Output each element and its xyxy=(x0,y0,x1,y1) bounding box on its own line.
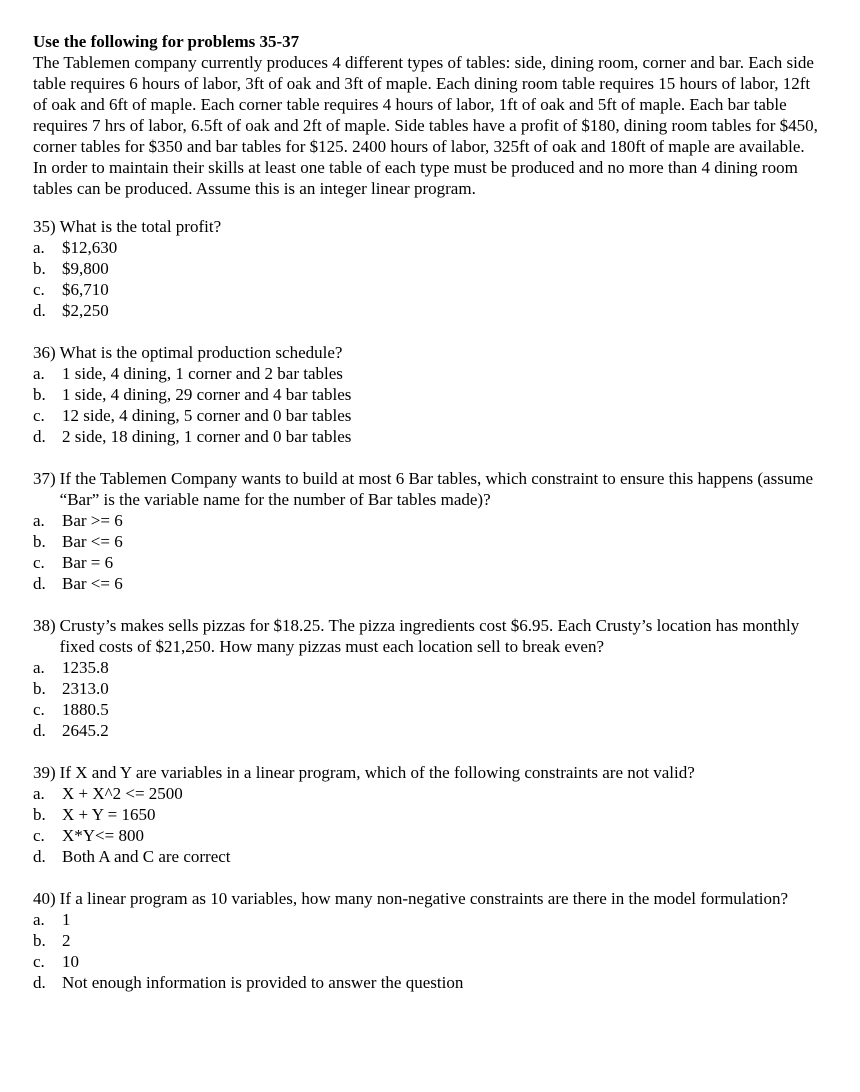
answer-option-c xyxy=(33,951,820,972)
intro-paragraph: The Tablemen company currently produces 4 different types of tables: side, dining room, corner and bar. Each side table requires 6 hours of labor, 3ft of oak and 3ft of maple. Each dining room table requires 15 hours of labor, 12ft of oak and 6ft of maple. Each corner table requires 4 hours of labor, 1ft of oak and 5ft of maple. Each bar table requires 7 hrs of labor, 6.5ft of oak and 2ft of maple. Side tables have a profit of $180, dining room tables for $450, corner tables for $350 and bar tables for $125. 2400 hours of labor, 325ft of oak and 180ft of maple are available. In order to maintain their skills at least one table of each type must be produced and no more than 4 dining room tables can be produced. Assume this is an integer linear program. xyxy=(33,53,818,198)
option-letter: c. xyxy=(33,406,45,425)
option-letter: a. xyxy=(33,364,45,383)
option-text: 2 xyxy=(62,931,71,950)
option-text: 1 side, 4 dining, 1 corner and 2 bar tables xyxy=(62,364,343,383)
question-stem xyxy=(33,342,820,363)
question-text: If X and Y are variables in a linear program, which of the following constraints are not valid? xyxy=(59,763,695,782)
option-text: 1235.8 xyxy=(62,658,109,677)
question-stem xyxy=(33,216,820,237)
option-letter: b. xyxy=(33,385,46,404)
answer-option-b xyxy=(33,678,820,699)
option-text: Bar <= 6 xyxy=(62,574,123,593)
option-text: $6,710 xyxy=(62,280,109,299)
option-text: Both A and C are correct xyxy=(62,847,231,866)
option-letter: d. xyxy=(33,301,46,320)
question-40 xyxy=(33,888,820,993)
option-text: 2313.0 xyxy=(62,679,109,698)
option-text: $2,250 xyxy=(62,301,109,320)
option-text: Bar >= 6 xyxy=(62,511,123,530)
option-letter: b. xyxy=(33,931,46,950)
answer-option-b xyxy=(33,804,820,825)
question-38 xyxy=(33,615,820,741)
option-letter: d. xyxy=(33,427,46,446)
question-stem xyxy=(33,762,820,783)
option-text: Bar = 6 xyxy=(62,553,114,572)
answer-option-a xyxy=(33,510,820,531)
answer-options xyxy=(33,510,820,594)
answer-option-a xyxy=(33,783,820,804)
option-text: 1880.5 xyxy=(62,700,109,719)
option-letter: d. xyxy=(33,574,46,593)
answer-option-b xyxy=(33,258,820,279)
question-number: 38) xyxy=(33,616,56,635)
question-text: If a linear program as 10 variables, how many non-negative constraints are there in the model formulation? xyxy=(59,889,789,908)
answer-option-c xyxy=(33,405,820,426)
question-number: 36) xyxy=(33,343,56,362)
question-stem xyxy=(33,888,820,909)
answer-option-c xyxy=(33,279,820,300)
question-37 xyxy=(33,468,820,594)
option-text: 2 side, 18 dining, 1 corner and 0 bar tables xyxy=(62,427,352,446)
option-text: 1 xyxy=(62,910,71,929)
option-letter: d. xyxy=(33,721,46,740)
answer-option-c xyxy=(33,552,820,573)
question-36 xyxy=(33,342,820,447)
answer-option-a xyxy=(33,363,820,384)
option-letter: d. xyxy=(33,973,46,992)
option-text: $12,630 xyxy=(62,238,118,257)
answer-option-d xyxy=(33,300,820,321)
option-text: 10 xyxy=(62,952,79,971)
answer-option-b xyxy=(33,531,820,552)
option-text: 2645.2 xyxy=(62,721,109,740)
option-letter: b. xyxy=(33,805,46,824)
option-text: 12 side, 4 dining, 5 corner and 0 bar tables xyxy=(62,406,352,425)
option-text: Bar <= 6 xyxy=(62,532,123,551)
answer-option-d xyxy=(33,846,820,867)
answer-option-d xyxy=(33,426,820,447)
intro-section xyxy=(33,31,820,199)
answer-option-d xyxy=(33,573,820,594)
option-text: X + Y = 1650 xyxy=(62,805,156,824)
answer-option-a xyxy=(33,237,820,258)
option-text: $9,800 xyxy=(62,259,109,278)
option-letter: c. xyxy=(33,952,45,971)
option-text: Not enough information is provided to answer the question xyxy=(62,973,464,992)
answer-option-a xyxy=(33,909,820,930)
answer-options xyxy=(33,363,820,447)
option-letter: c. xyxy=(33,826,45,845)
answer-option-d xyxy=(33,720,820,741)
intro-heading: Use the following for problems 35-37 xyxy=(33,32,300,51)
question-stem xyxy=(33,468,820,510)
question-39 xyxy=(33,762,820,867)
option-letter: a. xyxy=(33,910,45,929)
option-text: X + X^2 <= 2500 xyxy=(62,784,183,803)
answer-option-c xyxy=(33,825,820,846)
option-letter: b. xyxy=(33,259,46,278)
answer-options xyxy=(33,237,820,321)
option-letter: b. xyxy=(33,679,46,698)
question-number: 37) xyxy=(33,469,56,488)
question-text: Crusty’s makes sells pizzas for $18.25. The pizza ingredients cost $6.95. Each Crusty’s location has monthly fixed costs of $21,250. How many pizzas must each location sell to break even? xyxy=(59,616,800,656)
answer-option-d xyxy=(33,972,820,993)
option-text: X*Y<= 800 xyxy=(62,826,144,845)
question-number: 39) xyxy=(33,763,56,782)
answer-option-a xyxy=(33,657,820,678)
question-35 xyxy=(33,216,820,321)
answer-options xyxy=(33,783,820,867)
option-letter: b. xyxy=(33,532,46,551)
answer-options xyxy=(33,657,820,741)
answer-option-b xyxy=(33,384,820,405)
option-letter: c. xyxy=(33,553,45,572)
option-letter: c. xyxy=(33,280,45,299)
question-text: If the Tablemen Company wants to build at most 6 Bar tables, which constraint to ensure this happens (assume “Bar” is the variable name for the number of Bar tables made)? xyxy=(59,469,814,509)
option-letter: a. xyxy=(33,658,45,677)
question-stem xyxy=(33,615,820,657)
option-text: 1 side, 4 dining, 29 corner and 4 bar tables xyxy=(62,385,352,404)
answer-option-b xyxy=(33,930,820,951)
option-letter: c. xyxy=(33,700,45,719)
question-text: What is the total profit? xyxy=(59,217,222,236)
option-letter: a. xyxy=(33,238,45,257)
answer-option-c xyxy=(33,699,820,720)
option-letter: d. xyxy=(33,847,46,866)
question-number: 40) xyxy=(33,889,56,908)
option-letter: a. xyxy=(33,511,45,530)
question-number: 35) xyxy=(33,217,56,236)
question-text: What is the optimal production schedule? xyxy=(59,343,343,362)
answer-options xyxy=(33,909,820,993)
option-letter: a. xyxy=(33,784,45,803)
